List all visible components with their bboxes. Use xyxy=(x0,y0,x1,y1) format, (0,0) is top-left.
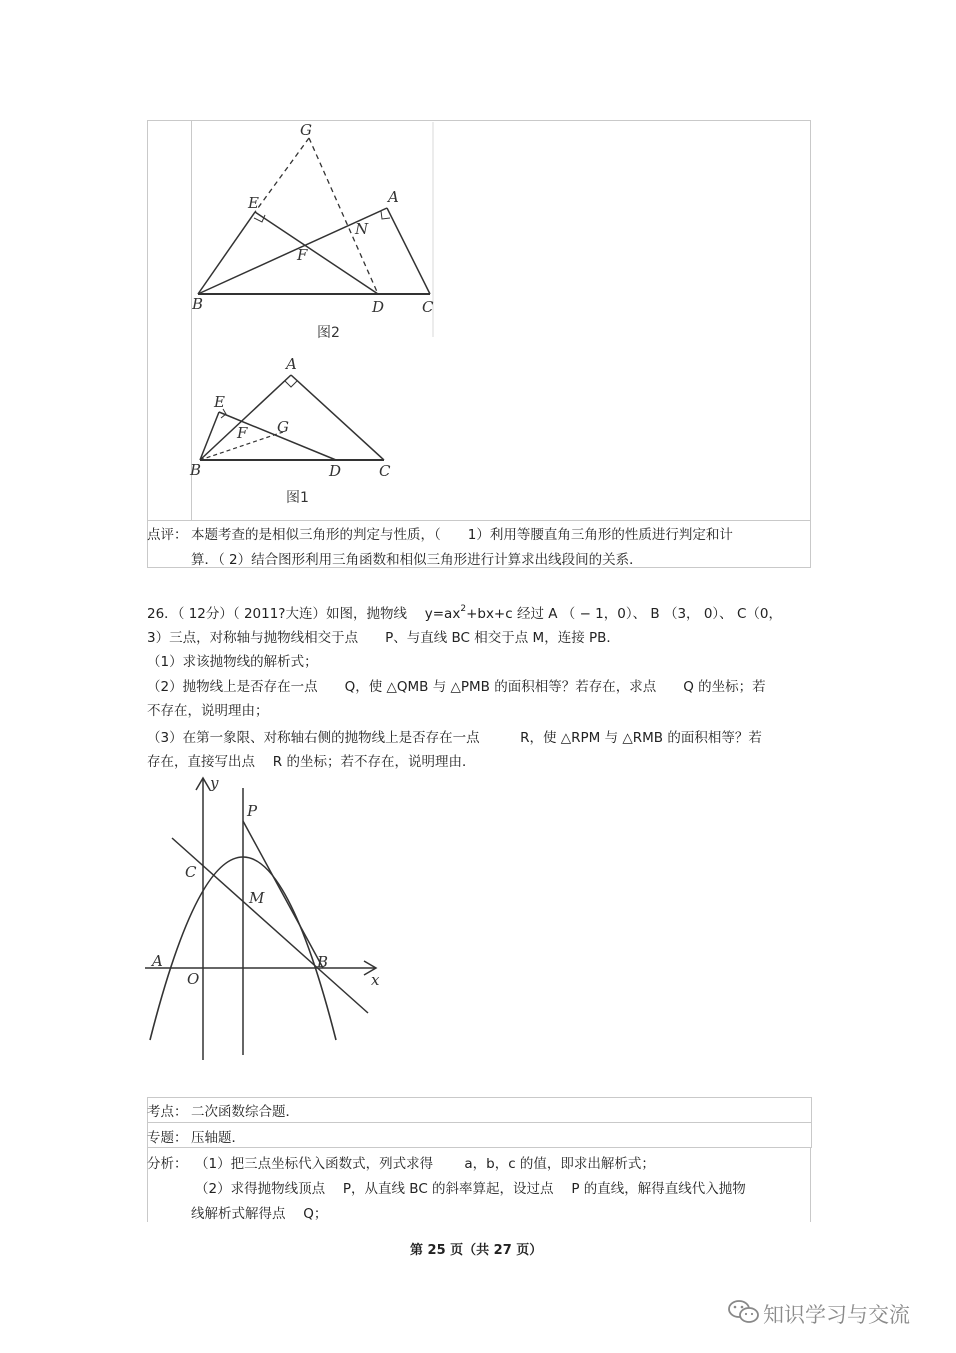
figure-2 xyxy=(192,122,437,342)
fig1-label-A: A xyxy=(286,355,297,373)
comment-line-2: 算．（ 2）结合图形利用三角函数和相似三角形进行计算求出线段间的关系． xyxy=(191,552,643,568)
zhuanti-text: 压轴题． xyxy=(191,1130,245,1146)
fig2-label-A: A xyxy=(388,188,399,206)
problem-line-1a: 26．（ 12分）（ 2011?大连）如图，抛物线 y=ax xyxy=(147,606,461,622)
parabola-label-P: P xyxy=(247,802,258,820)
zhuanti-label: 专题： xyxy=(147,1130,188,1146)
fenxi-label: 分析： xyxy=(147,1156,188,1172)
fenxi-line-3: 线解析式解得点 Q； xyxy=(191,1206,328,1222)
fig1-label-E: E xyxy=(214,393,225,411)
figure-1 xyxy=(188,352,403,512)
problem-line-2: 3）三点，对称轴与抛物线相交于点 P、与直线 BC 相交于点 M，连接 PB． xyxy=(147,630,620,646)
kaodian-text: 二次函数综合题． xyxy=(191,1104,299,1120)
fig1-label-F: F xyxy=(237,424,248,442)
problem-q3-line-1: （3）在第一象限、对称轴右侧的抛物线上是否存在一点 R，使 △RPM 与 △RMB 的面积相等？若 xyxy=(147,730,762,746)
kaodian-label: 考点： xyxy=(147,1104,188,1120)
box-comment-top xyxy=(147,520,811,521)
problem-q2-line-1: （2）抛物线上是否存在一点 Q，使 △QMB 与 △PMB 的面积相等？若存在，求点 Q 的坐标；若 xyxy=(147,679,766,695)
comment-label: 点评： xyxy=(147,527,188,543)
fig2-label-B: B xyxy=(192,295,204,313)
parabola-label-A: A xyxy=(152,952,163,970)
fig2-label-G: G xyxy=(300,122,312,139)
fig2-label-D: D xyxy=(372,298,385,316)
fig1-label-B: B xyxy=(190,461,202,479)
wechat-icon xyxy=(727,1298,761,1326)
problem-line-1b: +bx+c 经过 A （ − 1，0）、 B （3， 0）、 C（0， xyxy=(466,606,782,622)
fenxi-line-1: （1）把三点坐标代入函数式，列式求得 a，b，c 的值，即求出解析式； xyxy=(195,1156,655,1172)
parabola-label-y: y xyxy=(210,774,219,792)
box-left-border xyxy=(147,120,148,568)
fig2-label-E: E xyxy=(248,194,259,212)
parabola-figure xyxy=(140,770,390,1065)
fig2-label-C: C xyxy=(422,298,434,316)
fig1-caption: 图1 xyxy=(286,490,309,506)
fig2-label-N: N xyxy=(355,220,369,238)
fig1-label-G: G xyxy=(277,418,289,436)
box-top-border xyxy=(147,120,811,121)
fig1-label-C: C xyxy=(379,462,391,480)
page-number: 第 25 页（共 27 页） xyxy=(410,1243,543,1258)
parabola-label-O: O xyxy=(187,970,200,988)
parabola-label-M: M xyxy=(249,889,265,907)
fenxi-right-border xyxy=(810,1147,811,1222)
fig1-label-D: D xyxy=(329,462,342,480)
problem-line-1 xyxy=(147,602,782,622)
parabola-label-x: x xyxy=(371,971,380,989)
problem-exponent: 2 xyxy=(460,604,467,614)
comment-line-1: 本题考查的是相似三角形的判定与性质，（ 1）利用等腰直角三角形的性质进行判定和计 xyxy=(191,527,733,543)
fig2-label-F: F xyxy=(297,246,308,264)
fig2-caption: 图2 xyxy=(317,325,340,341)
problem-q1: （1）求该抛物线的解析式； xyxy=(147,654,318,670)
parabola-label-C: C xyxy=(185,863,197,881)
fenxi-line-2: （2）求得抛物线顶点 P，从直线 BC 的斜率算起，设过点 P 的直线，解得直线代入抛物 xyxy=(195,1181,746,1197)
parabola-label-B: B xyxy=(317,953,329,971)
watermark-text: 知识学习与交流 xyxy=(763,1303,910,1327)
box-right-border xyxy=(810,120,811,568)
problem-q3-line-2: 存在，直接写出点 R 的坐标；若不存在，说明理由． xyxy=(147,754,476,770)
problem-q2-line-2: 不存在，说明理由； xyxy=(147,703,269,719)
zhuanti-row xyxy=(147,1122,812,1148)
